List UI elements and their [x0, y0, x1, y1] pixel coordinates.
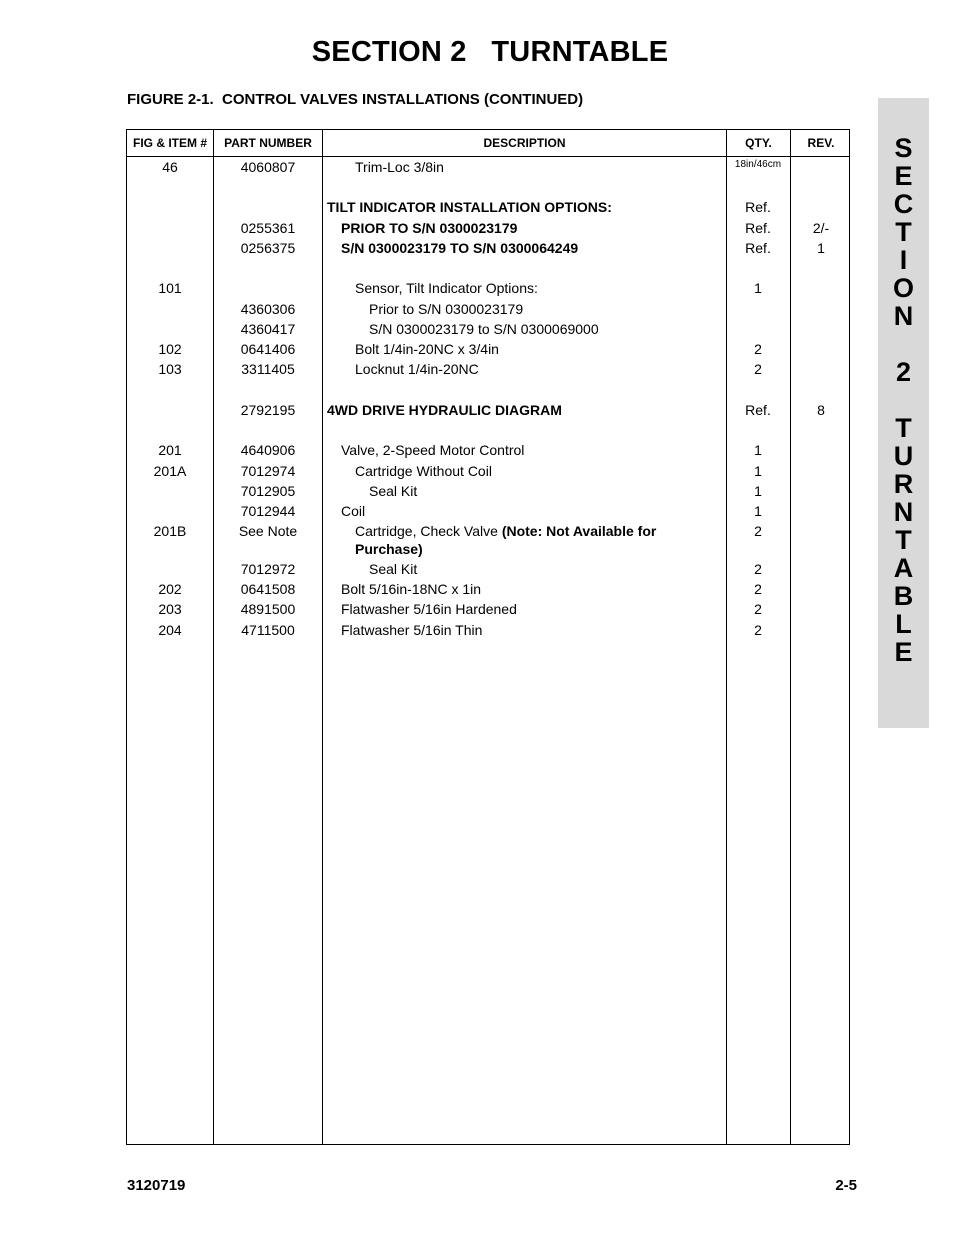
part-cell: 4711500	[241, 622, 295, 638]
fig-cell: 201A	[153, 463, 187, 479]
part-cell: 0255361	[240, 220, 296, 236]
side-tab-letter: T	[895, 525, 912, 555]
side-tab-letter: E	[894, 637, 913, 667]
figure-title: FIGURE 2-1. CONTROL VALVES INSTALLATIONS (CONTINUED)	[127, 91, 584, 108]
desc-cell: S/N 0300023179 to S/N 0300069000	[369, 321, 599, 337]
qty-cell: 1	[754, 483, 762, 499]
qty-cell: 1	[754, 442, 762, 458]
rev-cell: 1	[817, 240, 825, 256]
table-row	[127, 521, 849, 559]
table-row	[127, 579, 849, 599]
part-cell: 0641508	[240, 581, 296, 597]
side-tab-letters	[878, 134, 929, 666]
qty-cell: 2	[754, 622, 762, 638]
part-cell: See Note	[238, 523, 298, 539]
part-cell: 3311405	[241, 361, 295, 377]
fig-cell: 101	[158, 280, 182, 296]
table-row	[127, 197, 849, 218]
table-row	[127, 440, 849, 461]
section-title: SECTION 2 TURNTABLE	[311, 36, 669, 68]
column-header-part: PART NUMBER	[224, 136, 312, 150]
table-row-spacer	[127, 258, 849, 278]
fig-cell: 102	[158, 341, 182, 357]
desc-cell: Trim-Loc 3/8in	[355, 159, 444, 175]
fig-cell: 201B	[153, 523, 187, 539]
table-row	[127, 559, 849, 579]
table-row	[127, 501, 849, 521]
part-cell: 7012974	[240, 463, 296, 479]
desc-cell: Cartridge Without Coil	[355, 463, 492, 479]
fig-cell: 204	[158, 622, 182, 638]
fig-cell: 202	[158, 581, 182, 597]
side-tab-letter	[878, 330, 929, 358]
table-row	[127, 481, 849, 501]
desc-cell: Flatwasher 5/16in Thin	[341, 622, 483, 638]
side-tab-letter: N	[893, 301, 914, 331]
qty-cell: 2	[754, 581, 762, 597]
table-row-spacer	[127, 420, 849, 440]
table-row	[127, 238, 849, 258]
fig-cell: 203	[158, 601, 182, 617]
qty-cell: Ref.	[745, 220, 771, 236]
side-tab-letter: A	[893, 553, 914, 583]
part-cell: 4360306	[240, 301, 296, 317]
part-cell: 0256375	[240, 240, 296, 256]
table-row	[127, 278, 849, 299]
fig-cell: 46	[162, 159, 178, 175]
desc-cell: Sensor, Tilt Indicator Options:	[355, 280, 538, 296]
column-header-description: DESCRIPTION	[483, 136, 566, 150]
side-tab-letter: E	[894, 161, 913, 191]
qty-cell: 2	[754, 523, 762, 539]
qty-cell: 1	[754, 280, 762, 296]
table-row	[127, 157, 849, 177]
qty-cell: 2	[754, 561, 762, 577]
part-cell: 7012944	[240, 503, 296, 519]
qty-cell: 2	[754, 601, 762, 617]
desc-text: Cartridge, Check Valve	[355, 523, 502, 539]
desc-cell: Seal Kit	[369, 483, 418, 499]
column-header-fig: FIG & ITEM #	[132, 136, 207, 150]
part-cell: 7012905	[240, 483, 296, 499]
desc-cell: Flatwasher 5/16in Hardened	[341, 601, 517, 617]
table-row	[127, 299, 849, 319]
side-tab-letter: 2	[895, 357, 912, 387]
desc-cell: Bolt 1/4in-20NC x 3/4in	[355, 341, 499, 357]
rev-cell: 8	[817, 402, 825, 418]
qty-cell: 1	[754, 503, 762, 519]
desc-cell: Prior to S/N 0300023179	[369, 301, 524, 317]
rev-cell: 2/-	[812, 220, 830, 236]
table-row	[127, 400, 849, 420]
side-tab-letter: B	[893, 581, 914, 611]
page-number: 2-5	[835, 1177, 857, 1194]
table-row	[127, 599, 849, 620]
part-cell: 4640906	[240, 442, 296, 458]
section-side-tab	[878, 98, 929, 728]
table-row-spacer	[127, 177, 849, 197]
column-header-rev: REV.	[807, 136, 835, 150]
table-row	[127, 218, 849, 238]
desc-cell: Seal Kit	[369, 561, 418, 577]
doc-number: 3120719	[127, 1177, 186, 1194]
parts-table	[126, 129, 850, 1145]
desc-cell: PRIOR TO S/N 0300023179	[341, 220, 518, 236]
side-tab-letter: U	[893, 441, 914, 471]
part-cell: 2792195	[240, 402, 296, 418]
column-header-qty: QTY.	[745, 136, 772, 150]
desc-cell: 4WD DRIVE HYDRAULIC DIAGRAM	[327, 402, 562, 418]
page-title	[0, 36, 954, 69]
desc-cell: Locknut 1/4in-20NC	[355, 361, 479, 377]
qty-cell: 18in/46cm	[734, 159, 782, 170]
side-tab-letter: S	[894, 133, 913, 163]
qty-cell: Ref.	[745, 402, 771, 418]
table-row	[127, 461, 849, 481]
table-row	[127, 359, 849, 379]
side-tab-letter: T	[895, 217, 912, 247]
side-tab-letter: C	[893, 189, 914, 219]
side-tab-letter	[878, 386, 929, 414]
table-body	[127, 157, 849, 640]
table-row	[127, 319, 849, 339]
part-cell: 0641406	[240, 341, 296, 357]
side-tab-letter: R	[893, 469, 914, 499]
qty-cell: Ref.	[745, 240, 771, 256]
table-row-spacer	[127, 379, 849, 400]
qty-cell: 2	[754, 341, 762, 357]
qty-cell: 2	[754, 361, 762, 377]
desc-cell: S/N 0300023179 TO S/N 0300064249	[341, 240, 579, 256]
side-tab-letter: O	[892, 273, 914, 303]
qty-cell: 1	[754, 463, 762, 479]
desc-cell	[327, 521, 672, 558]
desc-cell: TILT INDICATOR INSTALLATION OPTIONS:	[327, 199, 612, 215]
table-row	[127, 620, 849, 640]
desc-cell: Valve, 2-Speed Motor Control	[341, 442, 525, 458]
fig-cell: 201	[158, 442, 182, 458]
side-tab-letter: L	[895, 609, 912, 639]
part-cell: 4891500	[240, 601, 296, 617]
side-tab-letter: T	[895, 413, 912, 443]
side-tab-letter: I	[899, 245, 908, 275]
qty-cell: Ref.	[745, 199, 771, 215]
side-tab-letter: N	[893, 497, 914, 527]
part-cell: 4360417	[240, 321, 296, 337]
part-cell: 7012972	[240, 561, 296, 577]
fig-cell: 103	[158, 361, 182, 377]
table-row	[127, 339, 849, 359]
desc-note: (Note: Not Available for Purchase)	[355, 523, 657, 557]
part-cell: 4060807	[240, 159, 296, 175]
desc-cell: Coil	[341, 503, 366, 519]
desc-cell: Bolt 5/16in-18NC x 1in	[341, 581, 482, 597]
